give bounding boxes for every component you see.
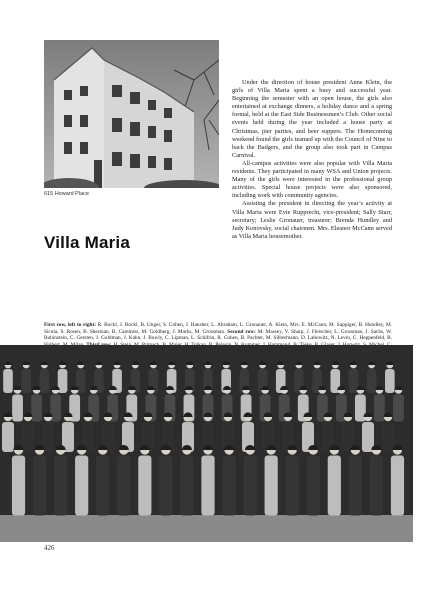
person-body <box>117 456 130 516</box>
person-body <box>382 422 394 452</box>
person-body <box>349 456 362 516</box>
person-body <box>12 395 23 422</box>
article-paragraph-2: All-campus activities were also popular with Villa Maria residents. They participated in many WSA and Union projects. Many of the girls were interested in the professional group activities. Special house projects were also sponsored, including work with community agencies. <box>232 159 392 200</box>
person-body <box>244 456 257 516</box>
article-body <box>232 79 392 241</box>
person-body <box>393 395 404 422</box>
person-body <box>54 456 67 516</box>
person-body <box>96 456 109 516</box>
person-body <box>265 456 278 516</box>
person-body <box>307 456 320 516</box>
person-body <box>222 456 235 516</box>
person-body <box>3 369 13 393</box>
person-body <box>2 422 14 452</box>
person-body <box>22 422 34 452</box>
person-body <box>33 456 46 516</box>
row1-names: R. Bockl, J. Bockl, B. Unger, S. Cohen, J. Hansher, L. Abraham, L. Gronauer, A. Klein, Mrs. E. McCann, M. Suppiger, B. Hundley, M. Sicula, S. Rosen, B. Sherman, B. Cammiss, M. Goldberg, J. Marks, M. Grossman. <box>44 322 392 335</box>
article-paragraph-3: Assisting the president in directing the year’s activity at Villa Maria were Evie Rupprecht, vice-president; Sally Starr, secretary; Leslie Gronauer, treasurer; Brenda Hundley and Judy Konovsky, social chairmen. Mrs. Eleanor McCann served as Villa Maria housemother. <box>232 200 392 240</box>
row1-label: First row, left to right: <box>44 322 96 328</box>
person-body <box>370 456 383 516</box>
person-body <box>159 456 172 516</box>
person-body <box>40 369 50 393</box>
article-paragraph-1: Under the direction of house president Anne Klein, the girls of Villa Maria spent a busy and successful year. Beginning the semester with an open house, the girls also entertained at exchange dinners, a holiday dance and a spring formal, held at the East Side Businessmen’s Club. Other social events held during the year included a house party at Christmas, pier parties, and beer suppers. The Homecoming weekend found the girls teamed up with the Council of Nine to back the Badgers, and the group also took part in Campus Carnival. <box>232 79 392 159</box>
person-body <box>374 395 385 422</box>
person-body <box>180 456 193 516</box>
building-photo-graphic <box>44 40 219 188</box>
person-body <box>201 456 214 516</box>
person-body <box>328 456 341 516</box>
row2-names: M. Massey, V. Sharp, J. Fleischer, L. Grossman, J. Sachs, W. Rubinstein, C. Gersten, J. Goldman, J. Kahn, J. Bowly, C. Lipman, L. Schifrin, R. Cohen, B. Pachter, M. Silbermann, D. Labowitz, N. Levin, C. Heppenfeld, B. <box>44 328 393 342</box>
group-photo <box>0 345 413 542</box>
photo-caption: 615 Howard Place <box>44 191 89 197</box>
building-photo <box>44 40 219 188</box>
page-number: 426 <box>44 544 55 552</box>
person-body <box>391 456 404 516</box>
person-body <box>367 369 377 393</box>
person-body <box>138 456 151 516</box>
person-body <box>12 456 25 516</box>
person-body <box>31 395 42 422</box>
row2-label: Second row: <box>227 328 256 335</box>
section-title: Villa Maria <box>44 233 130 252</box>
person-body <box>75 456 88 516</box>
group-photo-graphic <box>0 345 413 542</box>
person-body <box>286 456 299 516</box>
person-body <box>21 369 31 393</box>
person-body <box>385 369 395 393</box>
